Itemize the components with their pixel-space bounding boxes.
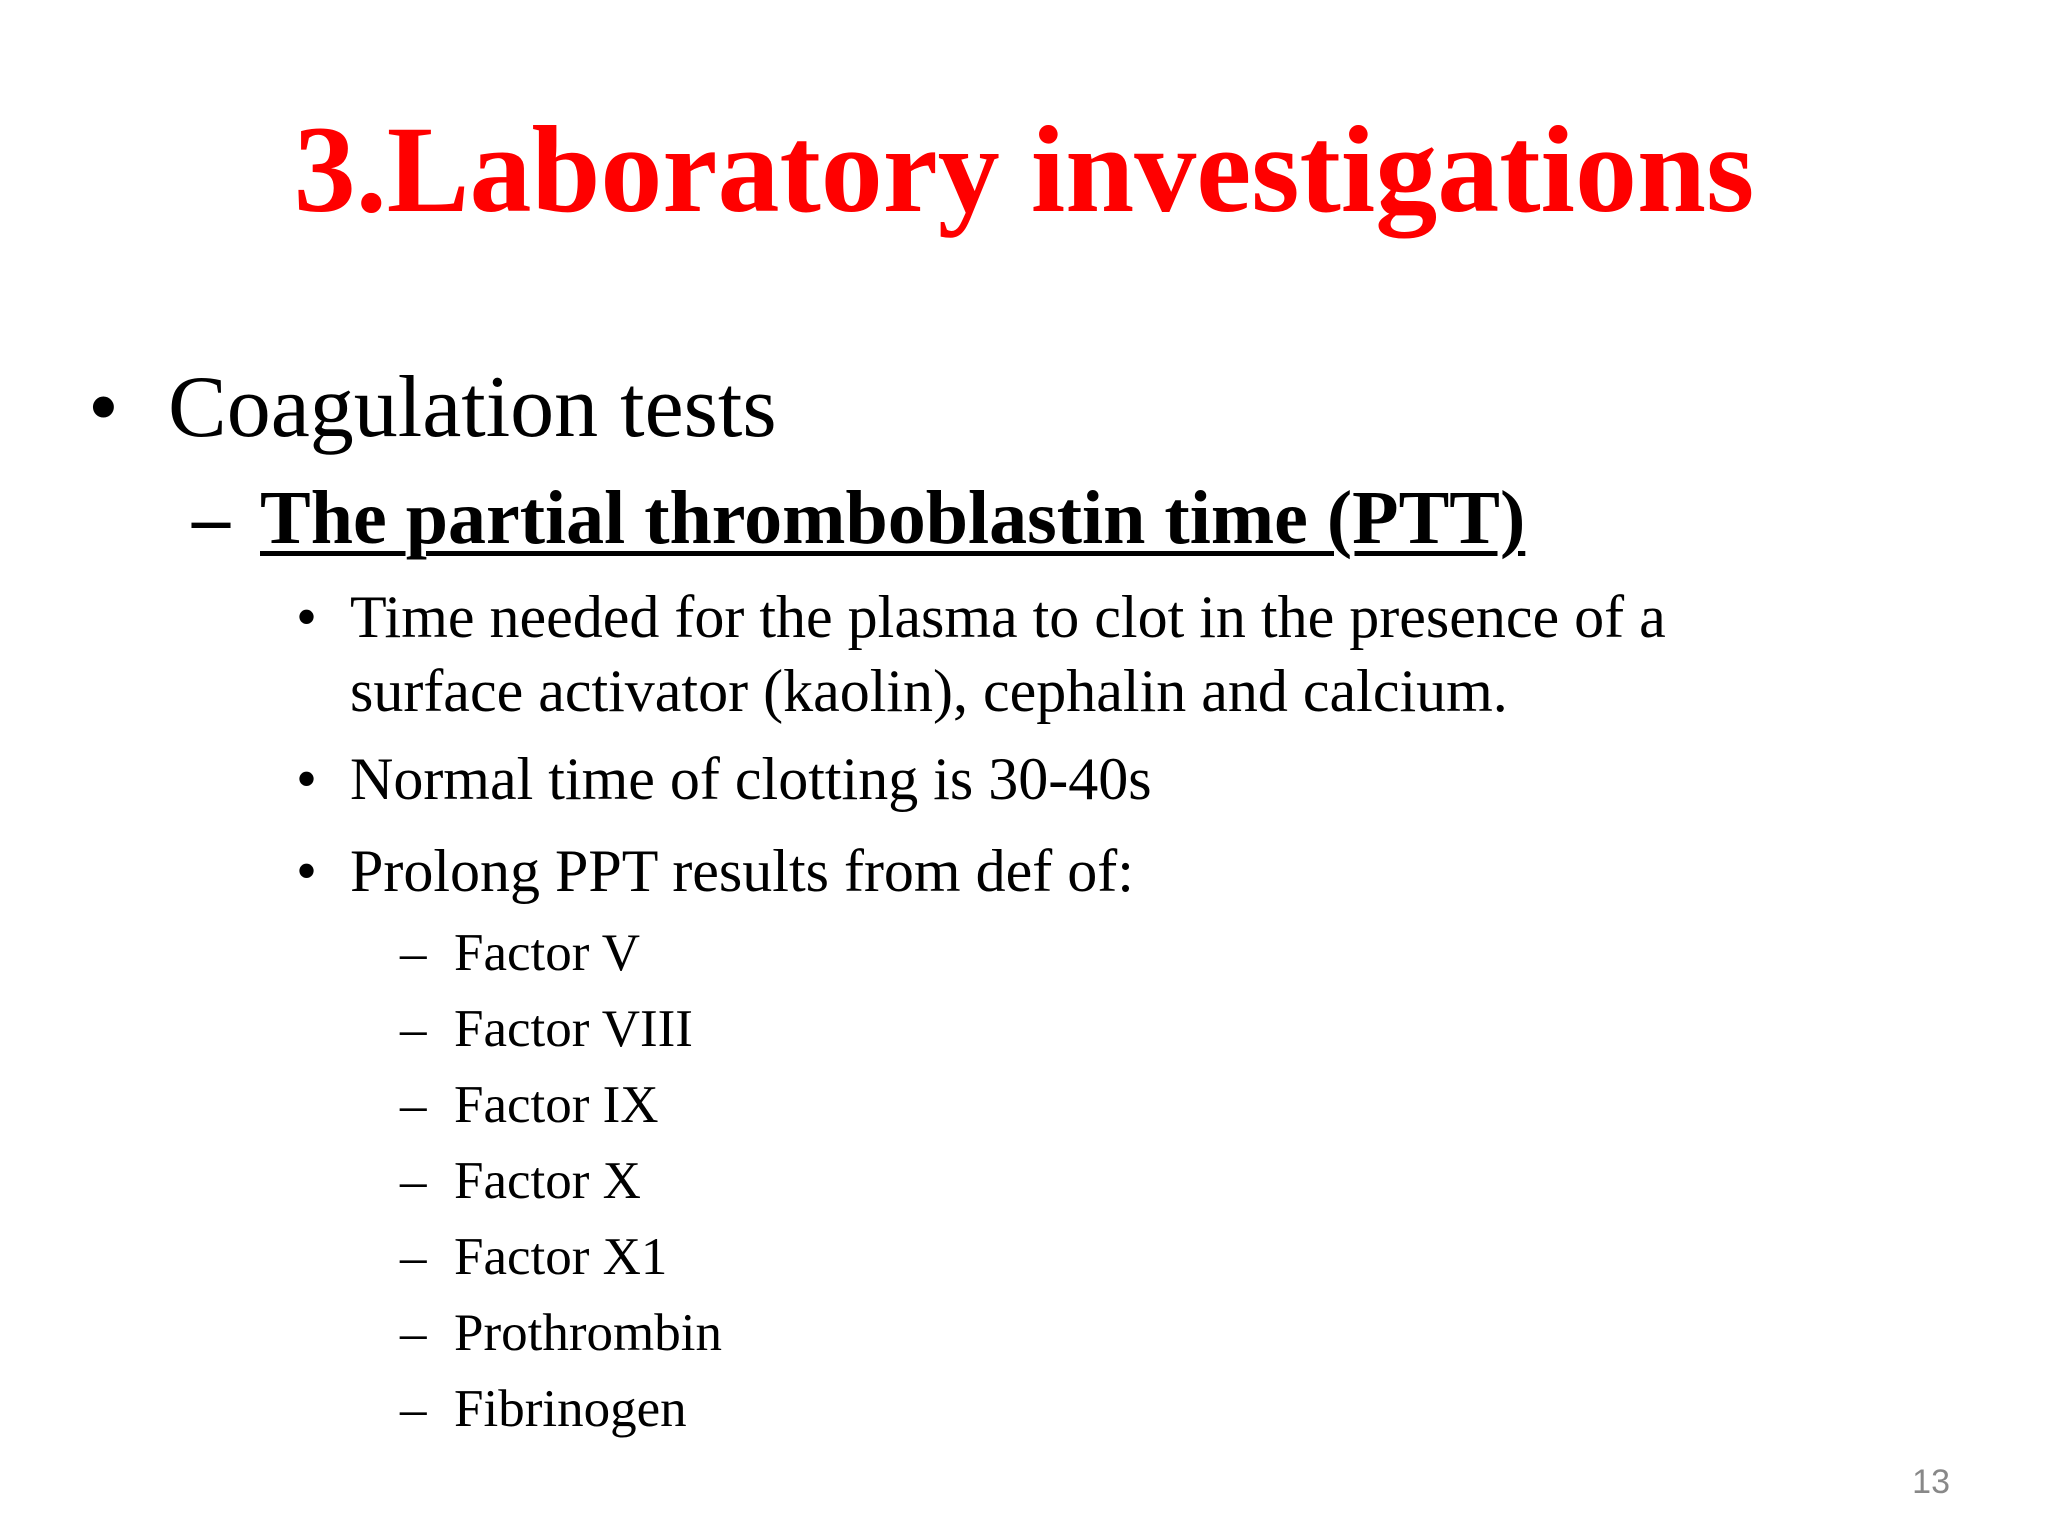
bullet-text-line-2: surface activator (kaolin), cephalin and calcium. xyxy=(350,658,1508,724)
dash-icon: – xyxy=(400,1304,427,1362)
dash-icon: – xyxy=(400,924,427,982)
slide-title: 3.Laboratory investigations xyxy=(293,101,1755,238)
dash-icon: – xyxy=(400,1076,427,1134)
page-number: 13 xyxy=(1912,1463,1950,1501)
dash-icon: – xyxy=(400,1000,427,1058)
list-item-text: Fibrinogen xyxy=(454,1380,687,1438)
dash-icon: – xyxy=(192,476,230,560)
list-item-text: Factor IX xyxy=(454,1076,659,1134)
list-item-text: Factor X xyxy=(454,1152,641,1210)
list-item-text: Factor V xyxy=(454,924,640,982)
bullet-icon: • xyxy=(296,746,318,812)
bullet-text: Normal time of clotting is 30-40s xyxy=(350,746,1152,812)
dash-icon: – xyxy=(400,1152,427,1210)
subheading-text: The partial thromboblastin time (PTT) xyxy=(260,476,1526,560)
dash-icon: – xyxy=(400,1228,427,1286)
list-item-text: Prothrombin xyxy=(454,1304,722,1362)
bullet-text: Coagulation tests xyxy=(168,359,777,456)
bullet-icon: • xyxy=(88,359,119,456)
dash-icon: – xyxy=(400,1380,427,1438)
bullet-text: Prolong PPT results from def of: xyxy=(350,838,1134,904)
bullet-text-line-1: Time needed for the plasma to clot in the presence of a xyxy=(350,584,1666,650)
bullet-icon: • xyxy=(296,838,318,904)
list-item-text: Factor X1 xyxy=(454,1228,668,1286)
list-item-text: Factor VIII xyxy=(454,1000,693,1058)
bullet-icon: • xyxy=(296,584,318,650)
